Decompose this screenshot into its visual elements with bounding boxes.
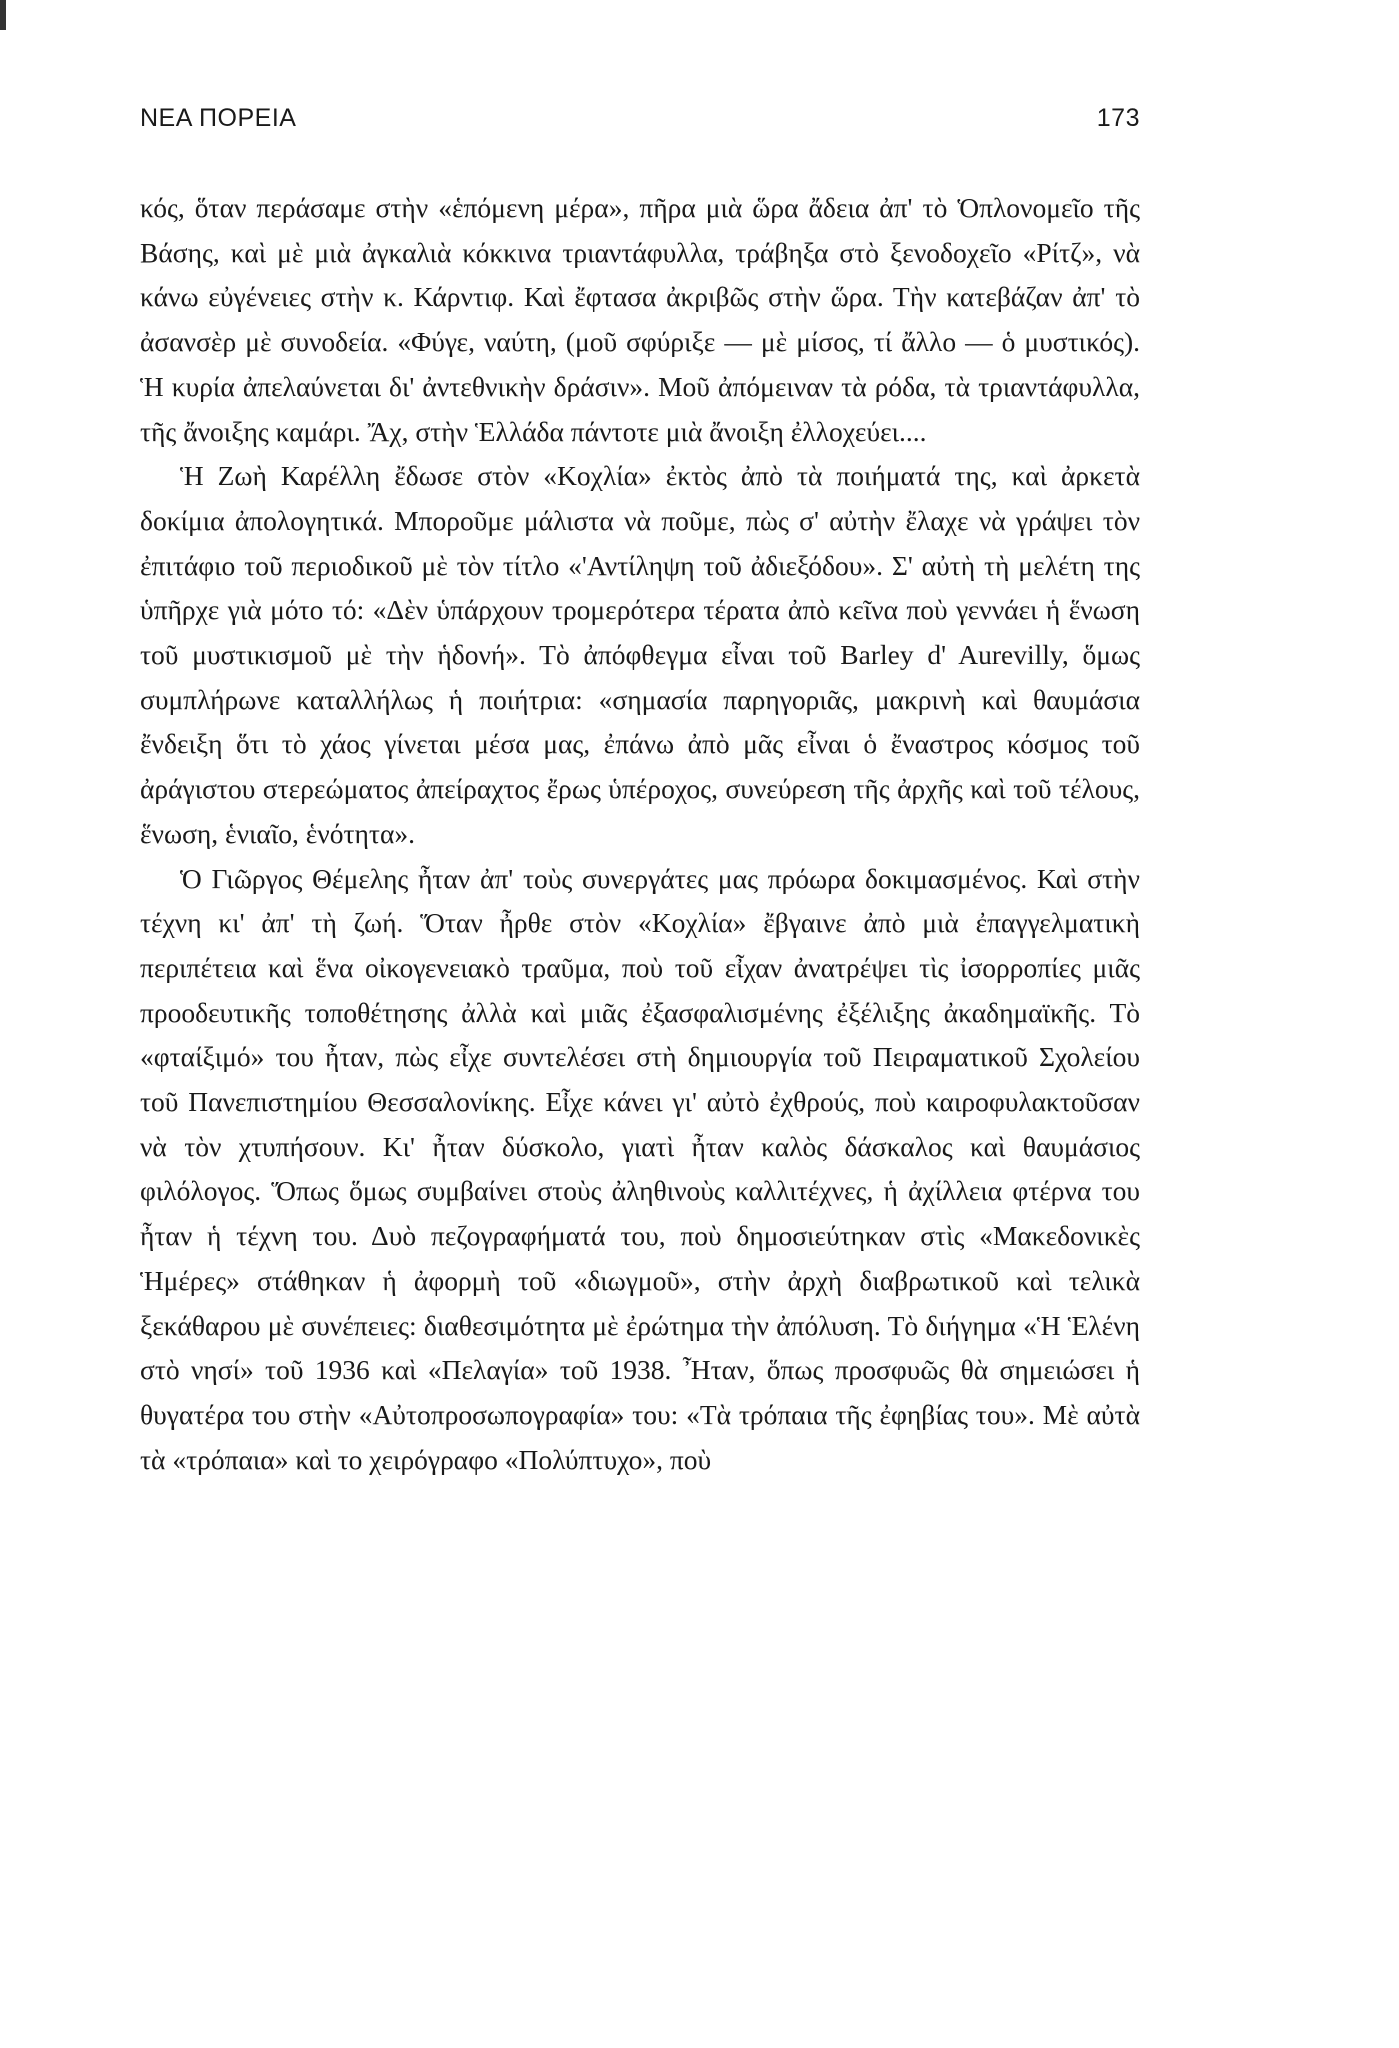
paragraph-3: Ὁ Γιῶργος Θέμελης ἦταν ἀπ' τοὺς συνεργάτες μας πρόωρα δοκιμασμένος. Καὶ στὴν τέχνη κι' ἀπ' τὴ ζωή. Ὅταν ἦρθε στὸν «Κοχλία» ἔβγαινε ἀπὸ μιὰ ἐπαγγελματικὴ περιπέτεια καὶ ἕνα οἰκογενειακὸ τραῦμα, ποὺ τοῦ εἶχαν ἀνατρέψει τὶς ἰσορροπίες μιᾶς προοδευτικῆς τοποθέτησης ἀλλὰ καὶ μιᾶς ἐξασφαλισμένης ἐξέλιξης ἀκαδημαϊκῆς. Τὸ «φταίξιμό» του ἦταν, πὼς εἶχε συντελέσει στὴ δημιουργία τοῦ Πειραματικοῦ Σχολείου τοῦ Πανεπιστημίου Θεσσαλονίκης. Εἶχε κάνει γι' αὐτὸ ἐχθρούς, ποὺ καιροφυλακτοῦσαν νὰ τὸν χτυπήσουν. Κι' ἦταν δύσκολο, γιατὶ ἦταν καλὸς δάσκαλος καὶ θαυμάσιος φιλόλογος. Ὅπως ὅμως συμβαίνει στοὺς ἀληθινοὺς καλλιτέχνες, ἡ ἀχίλλεια φτέρνα του ἦταν ἡ τέχνη του. Δυὸ πεζογραφήματά του, ποὺ δημοσιεύτηκαν στὶς «Μακεδονικὲς Ἡμέρες» στάθηκαν ἡ ἀφορμὴ τοῦ «διωγμοῦ», στὴν ἀρχὴ διαβρωτικοῦ καὶ τελικὰ ξεκάθαρου μὲ συνέπειες: διαθεσιμότητα μὲ ἐρώτημα τὴν ἀπόλυση. Τὸ διήγημα «Ἡ Ἑλένη στὸ νησί» τοῦ 1936 καὶ «Πελαγία» τοῦ 1938. Ἦταν, ὅπως προσφυῶς θὰ σημειώσει ἡ θυγατέρα του στὴν «Αὐτοπροσωπογραφία» του: «Τὰ τρόπαια τῆς ἐφηβίας του». Μὲ αὐτὰ τὰ «τρόπαια» καὶ το χειρόγραφο «Πολύπτυχο», ποὺ (140, 862, 1140, 1475)
paragraph-1: κός, ὅταν περάσαμε στὴν «ἑπόμενη μέρα», πῆρα μιὰ ὥρα ἄδεια ἀπ' τὸ Ὁπλονομεῖο τῆς Βάσης, καὶ μὲ μιὰ ἀγκαλιὰ κόκκινα τριαντάφυλλα, τράβηξα στὸ ξενοδοχεῖο «Ρίτζ», νὰ κάνω εὐγένειες στὴν κ. Κάρντιφ. Καὶ ἔφτασα ἀκριβῶς στὴν ὥρα. Τὴν κατεβάζαν ἀπ' τὸ ἀσανσὲρ μὲ συνοδεία. «Φύγε, ναύτη, (μοῦ σφύριξε — μὲ μίσος, τί ἄλλο — ὁ μυστικός). Ἡ κυρία ἀπελαύνεται δι' ἀντεθνικὴν δράσιν». Μοῦ ἀπόμειναν τὰ ρόδα, τὰ τριαντάφυλλα, τῆς ἄνοιξης καμάρι. Ἄχ, στὴν Ἑλλάδα πάντοτε μιὰ ἄνοιξη ἐλλοχεύει.... (140, 192, 1140, 447)
page-number: 173 (1096, 104, 1140, 132)
scan-edge-mark (0, 0, 6, 30)
running-head (140, 104, 1140, 144)
paragraph-2: Ἡ Ζωὴ Καρέλλη ἔδωσε στὸν «Κοχλία» ἐκτὸς ἀπὸ τὰ ποιήματά της, καὶ ἀρκετὰ δοκίμια ἀπολογητικά. Μποροῦμε μάλιστα νὰ ποῦμε, πὼς σ' αὐτὴν ἔλαχε νὰ γράψει τὸν ἐπιτάφιο τοῦ περιοδικοῦ μὲ τὸν τίτλο «'Αντίληψη τοῦ ἀδιεξόδου». Σ' αὐτὴ τὴ μελέτη της ὑπῆρχε γιὰ μότο τό: «Δὲν ὑπάρχουν τρομερότερα τέρατα ἀπὸ κεῖνα ποὺ γεννάει ἡ ἕνωση τοῦ μυστικισμοῦ μὲ τὴν ἡδονή». Τὸ ἀπόφθεγμα εἶναι τοῦ Barley d' Aurevilly, ὅμως συμπλήρωνε καταλλήλως ἡ ποιήτρια: «σημασία παρηγοριᾶς, μακρινὴ καὶ θαυμάσια ἔνδειξη ὅτι τὸ χάος γίνεται μέσα μας, ἐπάνω ἀπὸ μᾶς εἶναι ὁ ἔναστρος κόσμος τοῦ ἀράγιστου στερεώματος ἀπείραχτος ἔρως ὑπέροχος, συνεύρεση τῆς ἀρχῆς καὶ τοῦ τέλους, ἕνωση, ἑνιαῖο, ἑνότητα». (140, 460, 1140, 849)
journal-title: ΝΕΑ ΠΟΡΕΙΑ (140, 104, 297, 132)
book-page (140, 104, 1140, 1482)
body-text (140, 186, 1140, 1482)
